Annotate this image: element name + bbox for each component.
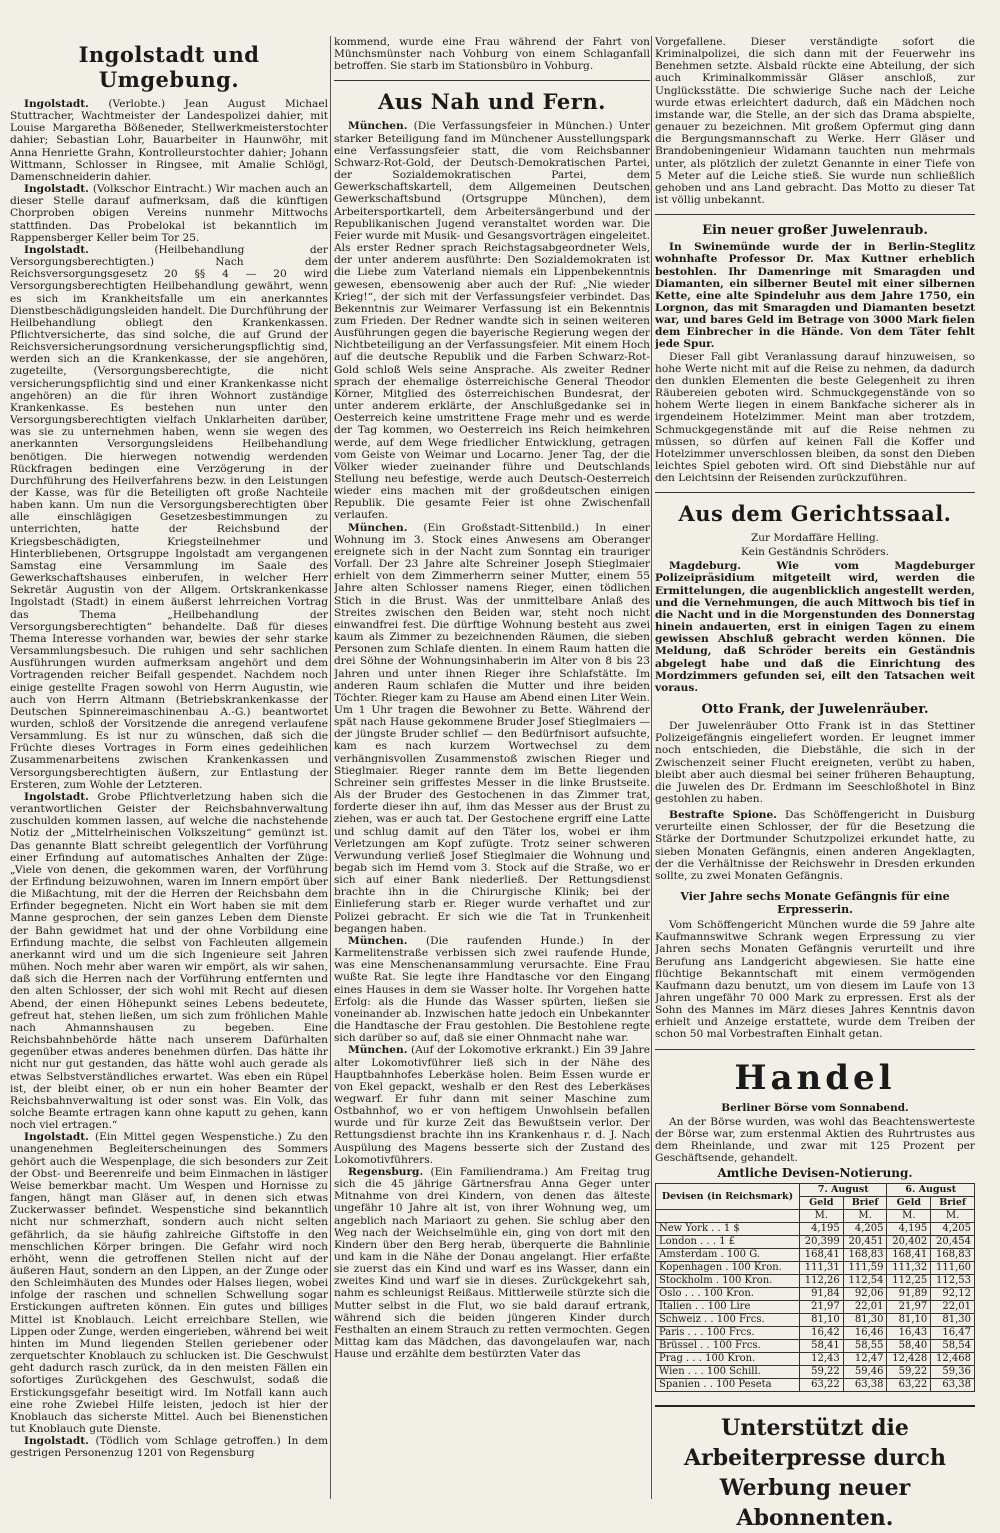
spy-article: [655, 809, 975, 882]
article: [10, 183, 328, 244]
article: [334, 522, 650, 935]
rate-cell: 59,22: [799, 1366, 843, 1379]
article: [334, 1044, 650, 1166]
article-lead: Ingolstadt.: [24, 1435, 89, 1448]
column-middle: [334, 36, 650, 1499]
currency-name: Oslo . . . 100 Kron.: [656, 1288, 800, 1301]
rate-cell: 21,97: [799, 1301, 843, 1314]
rate-cell: 63,22: [799, 1379, 843, 1392]
article-lead: Ingolstadt.: [24, 98, 89, 110]
divider: [334, 80, 650, 81]
table-geld: Geld: [887, 1197, 931, 1210]
article-lead: München.: [348, 521, 408, 534]
article-text: (Verlobte.) Jean August Michael Stuttracher, Wachtmeister der Landespolizei dahier, mit Louise Margaretha Bößeneder, Stellwerkmeisterstochter dahier; Sebastian Lohr, Bauarbeiter in Haunwöhr, mit Anna Henriette Grahn, Kontrolleurstochter dahier; Johann Wittmann, Schlosser in Ringsee, mit Amalie Schlögl, Damenschneiderin dahier.: [10, 98, 328, 183]
court-text: Magdeburg. Wie vom Magdeburger Polizeipräsidium mitgeteilt wird, werden die Ermittelungen, die augenblicklich angestellt werden, und die Vernehmungen, die auch Mittwoch bis tief in die Nacht und in die Morgenstunden des Donnerstag hinein andauerten, erst in einigen Tagen zu einem gewissen Abschluß gebracht werden können. Die Meldung, daß Schröder bereits ein Geständnis abgelegt habe und daß die Einrichtung des Mordzimmers gefunden sei, eilt den Tatsachen weit voraus.: [655, 560, 975, 694]
jewel-heading: Ein neuer großer Juwelenraub.: [702, 223, 928, 239]
extort-heading: Vier Jahre sechs Monate Gefängnis für eine Erpresserin.: [680, 890, 950, 917]
rate-cell: 91,84: [799, 1288, 843, 1301]
currency-name: Paris . . . 100 Frcs.: [656, 1327, 800, 1340]
table-unit-row: [656, 1210, 975, 1223]
continued-text: kommend, wurde eine Frau während der Fahrt von Münchsmünster nach Vohburg von einem Schlaganfall betroffen. Sie starb im Stationsbüro in Vohburg.: [334, 36, 650, 73]
table-date-2: 6. August: [887, 1184, 975, 1197]
article: [10, 1435, 328, 1459]
subscription-appeal: [655, 1405, 975, 1531]
article-text: (Volkschor Eintracht.) Wir machen auch an dieser Stelle darauf aufmerksam, daß die künftigen Chorproben obigen Vereins nunmehr Mittwochs stattfinden. Das Probelokal ist bekanntlich im Rappensberger Keller beim Tor 25.: [10, 183, 328, 244]
table-unit: M.: [931, 1210, 975, 1223]
article: [10, 244, 328, 791]
currency-name: Amsterdam . 100 G.: [656, 1249, 800, 1262]
court-subheading: Zur Mordaffäre Helling.: [750, 532, 880, 545]
rate-cell: 111,32: [887, 1262, 931, 1275]
rate-cell: 63,38: [931, 1379, 975, 1392]
rate-cell: 4,205: [931, 1223, 975, 1236]
rate-cell: 112,53: [931, 1275, 975, 1288]
article: [334, 120, 650, 521]
currency-name: Italien . . 100 Lire: [656, 1301, 800, 1314]
frank-heading: Otto Frank, der Juwelenräuber.: [701, 702, 929, 718]
table-row: [656, 1223, 975, 1236]
rate-cell: 91,89: [887, 1288, 931, 1301]
currency-name: Brüssel . . 100 Frcs.: [656, 1340, 800, 1353]
rate-cell: 112,26: [799, 1275, 843, 1288]
article: [10, 98, 328, 183]
appeal-line-2: Werbung neuer Abonnenten.: [719, 1475, 911, 1531]
article-lead: Ingolstadt.: [24, 1131, 89, 1144]
currency-name: Spanien . . 100 Peseta: [656, 1379, 800, 1392]
rate-cell: 112,54: [843, 1275, 887, 1288]
section-heading-ingolstadt: Ingolstadt und Umgebung.: [78, 42, 260, 92]
article-text: (Die raufenden Hunde.) In der Karmelitenstraße verbissen sich zwei raufende Hunde, was eine Menschenansammlung verursachte. Eine Frau wußte Rat. Sie legte ihre Handtasche vor den Eingang eines Hauses in dem sie Wasser holte. Ihr Vorgehen hatte Erfolg: als die Hunde das Wasser spürten, ließen sie voneinander ab. Inzwischen hatte jedoch ein Unbekannter die Handtasche der Frau gestohlen. Die Bestohlene regte sich darüber so auf, daß sie einer Ohnmacht nahe war.: [334, 934, 650, 1045]
rate-cell: 63,38: [843, 1379, 887, 1392]
rate-cell: 59,46: [843, 1366, 887, 1379]
table-brief: Brief: [843, 1197, 887, 1210]
rate-cell: 21,97: [887, 1301, 931, 1314]
appeal-line-1: Unterstützt die Arbeiterpresse durch: [684, 1415, 946, 1471]
rate-cell: 168,83: [843, 1249, 887, 1262]
article-list: [10, 98, 328, 1460]
article-lead: München.: [348, 1044, 408, 1057]
rate-cell: 168,83: [931, 1249, 975, 1262]
table-cell: [656, 1210, 800, 1223]
rate-cell: 22,01: [843, 1301, 887, 1314]
court-subheading-2: Kein Geständnis Schröders.: [741, 546, 889, 559]
table-body: [656, 1210, 975, 1392]
table-row: [656, 1249, 975, 1262]
table-brief: Brief: [931, 1197, 975, 1210]
jewel-lead: In Swinemünde wurde der in Berlin-Steglitz wohnhafte Professor Dr. Max Kuttner erheblich bestohlen. Ihr Damenringe mit Smaragden und Diamanten, ein silberner Beutel mit einer silbernen Kette, eine alte Spindeluhr aus dem Jahre 1750, ein Lorgnon, das mit Smaragden und Diamanten besetzt war, und bares Geld im Betrage von 3000 Mark fielen dem Einbrecher in die Hände. Von dem Täter fehlt jede Spur.: [655, 241, 975, 351]
table-geld: Geld: [799, 1197, 843, 1210]
rate-cell: 12,47: [843, 1353, 887, 1366]
section-heading-handel: Handel: [734, 1057, 896, 1098]
article: [334, 935, 650, 1044]
table-row: [656, 1314, 975, 1327]
article-text: (Ein Großstadt-Sittenbild.) In einer Wohnung im 3. Stock eines Anwesens am Oberanger ereignete sich in der Nacht zum Sonntag ein trauriger Vorfall. Der 23 Jahre alte Schreiner Joseph Stieglmaier erhielt von dem Zimmerherrn seiner Mutter, einem 55 Jahre alten Schlosser namens Rieger, einen tödlichen Stich in die Brust. Was der unmittelbare Anlaß des Streites zwischen den Beiden war, steht noch nicht einwandfrei fest. Die dürftige Wohnung besteht aus zwei kaum als Zimmer zu bezeichnenden Räumen, die sieben Personen zum Schlafe dienten. In einem Raum hatten die drei Söhne der Wohnungsinhaberin im Alter von 8 bis 23 Jahren und unter ihnen Rieger ihre Schlafstätte. Im anderen Raum schlafen die Mutter und ihre beiden Töchter. Rieger kam zu Hause am Abend einen Liter Wein. Um 1 Uhr tragen die Bewohner zu Bette. Während der spät nach Hause gekommene Bruder Josef Stieglmaiers — der jüngste Bruder schlief — den Bedürfnisort aufsuchte, kam es nach kurzem Wortwechsel zu dem verhängnisvollen Zusammenstoß zwischen Rieger und Stieglmaier. Rieger rannte dem im Bette liegenden Schreiner sein griffestes Messer in die linke Brustseite. Als der Bruder des Gestochenen in das Zimmer trat, forderte dieser ihn auf, ihm das Messer aus der Brust zu ziehen, was er auch tat. Der Gestochene ergriff eine Latte und schlug damit auf den Täter los, wobei er ihm Verletzungen am Kopf zufügte. Trotz seiner schweren Verwundung verließ Josef Stieglmaier die Wohnung und begab sich im Hemd vom 3. Stock auf die Straße, wo er sich auf einer Bank niederließ. Der Rettungsdienst brachte ihn in die Chirurgische Klinik; bei der Einlieferung starb er. Rieger wurde verhaftet und zur Polizei gebracht. Er sich wie die Tat in Trunkenheit begangen haben.: [334, 521, 650, 935]
divider: [655, 492, 975, 493]
article: [10, 791, 328, 1131]
rate-cell: 16,43: [887, 1327, 931, 1340]
rate-cell: 22,01: [931, 1301, 975, 1314]
section-heading-nah-und-fern: Aus Nah und Fern.: [378, 89, 606, 115]
currency-name: Prag . . . 100 Kron.: [656, 1353, 800, 1366]
bourse-text: An der Börse wurden, was wohl das Beachtenswerteste der Börse war, zum erstenmal Aktien des Ruhrtrustes aus dem Rheinlande, und zwar mit 125 Prozent per Geschäftsende, gehandelt.: [655, 1115, 975, 1165]
rate-cell: 92,06: [843, 1288, 887, 1301]
rate-cell: 112,25: [887, 1275, 931, 1288]
article-text: (Heilbehandlung der Versorgungsberechtigten.) Nach dem Reichsversorgungsgesetz 20 §§ 4 — 20 wird Versorgungsberechtigten Heilbehandlung gewährt, wenn es sich im Krankheitsfalle um ein anerkanntes Dienstbeschädigungsleiden handelt. Die Durchführung der Heilbehandlung obliegt den Krankenkassen. Pflichtversicherte, das sind solche, die auf Grund der Reichsversicherungsordnung versicherungspflichtig sind, werden sich an die Krankenkasse, der sie angehören, zugeteilte, (Versorgungsberechtigte, die nicht versicherungspflichtig sind und einer Krankenkasse nicht angehören) an die für ihren Wohnort zuständige Krankenkasse. Es bestehen nun unter den Versorgungsberechtigten vielfach Unklarheiten darüber, was sie zu unternehmen haben, wenn sie wegen des anerkannten Versorgungsleidens Heilbehandlung benötigen. Die hierwegen notwendig werdenden Rückfragen bedingen eine Verzögerung in der Durchführung des Heilverfahrens bezw. in den Leistungen der Kasse, was für die Beteiligten oft große Nachteile haben kann. Um nun die Versorgungsberechtigten über alle einschlägigen Gesetzesbestimmungen zu unterrichten, hatte der Reichsbund der Kriegsbeschädigten, Kriegsteilnehmer und Hinterbliebenen, Ortsgruppe Ingolstadt am vergangenen Samstag eine Versammlung im Saale des Gewerkschaftshauses einberufen, in welcher Herr Sekretär Augustin von der Allgem. Ortskrankenkasse Ingolstadt (Stadt) in einem äußerst lehrreichen Vortrag das Thema „Heilbehandlung der Versorgungsberechtigten“ behandelte. Daß für dieses Thema Interesse vorhanden war, bewies der sehr starke Versammlungsbesuch. Die ruhigen und sehr sachlichen Ausführungen wurden aufmerksam angehört und dem Vortragenden reicher Beifall gespendet. Nachdem noch einige gestellte Fragen sowohl von Herrn Augustin, wie auch von Herrn Altmann (Betriebskrankenkasse der Deutschen Spinnereimaschinenbau A.-G.) beantwortet wurden, schloß der Vorsitzende die anregend verlaufene Versammlung. Es ist nur zu wünschen, daß sich die Früchte dieses Vortrages in Form eines gedeihlichen Zusammenarbeitens zwischen Krankenkassen und Versorgungsberechtigten äußern, zur Entlastung der Ersteren, zum Wohle der Letzteren.: [10, 243, 328, 791]
rate-cell: 168,41: [799, 1249, 843, 1262]
rate-cell: 81,10: [887, 1314, 931, 1327]
rate-cell: 59,22: [887, 1366, 931, 1379]
rate-cell: 20,454: [931, 1236, 975, 1249]
continued-text: Vorgefallene. Dieser verständigte sofort die Kriminalpolizei, die sich dann mit der Feuerwehr ins Benehmen setzte. Alsbald rückte eine Abteilung, der sich auch Kriminalkommissär Gläser anschloß, zur Unglücksstätte. Die schwierige Suche nach der Leiche wurde etwas erleichtert dadurch, daß ein Mädchen noch imstande war, die Stelle, an der sich das Drama abspielte, genauer zu bezeichnen. Mit großem Opfermut ging dann die Bergungsmannschaft zu Werke. Herr Gläser und Brandobeningenieur Widamann tauchten nun mehrmals unter, als plötzlich der zuletzt Genannte in einer Tiefe von 5 Meter auf die Leiche stieß. Sie wurde nun schließlich gehoben und ans Land gebracht. Das Motto zu dieser Tat ist völlig unbekannt.: [655, 36, 975, 207]
currency-name: New York . . 1 $: [656, 1223, 800, 1236]
table-row: [656, 1340, 975, 1353]
currency-name: Kopenhagen . 100 Kron.: [656, 1262, 800, 1275]
table-row: [656, 1301, 975, 1314]
rate-cell: 111,59: [843, 1262, 887, 1275]
currency-name: Stockholm . 100 Kron.: [656, 1275, 800, 1288]
rate-cell: 12,43: [799, 1353, 843, 1366]
column-rule: [330, 36, 331, 1499]
article-lead: München.: [348, 934, 408, 947]
column-rule: [651, 36, 652, 1499]
rate-cell: 59,36: [931, 1366, 975, 1379]
article-lead: Ingolstadt.: [24, 183, 89, 196]
article-text: (Auf der Lokomotive erkrankt.) Ein 39 Jahre alter Lokomotivführer ließ sich in der Nähe des Hauptbahnhofes Leberkäse holen. Beim Essen wurde er von Ekel gepackt, weshalb er den Rest des Leberkäses wegwarf. Er fuhr dann mit seiner Maschine zum Ostbahnhof, wo er von heftigem Unwohlsein befallen wurde und für kurze Zeit das Bewußtsein verlor. Der Rettungsdienst brachte ihn ins Krankenhaus r. d. J. Nach Auspülung des Magens besserte sich der Zustand des Lokomotivführers.: [334, 1044, 650, 1166]
table-heading: Amtliche Devisen-Notierung.: [717, 1166, 913, 1181]
table-unit: M.: [843, 1210, 887, 1223]
divider: [655, 1049, 975, 1050]
rate-cell: 92,12: [931, 1288, 975, 1301]
rate-cell: 16,42: [799, 1327, 843, 1340]
article-text: (Die Verfassungsfeier in München.) Unter starker Beteiligung fand im Münchener Ausstellungspark eine Verfassungsfeier statt, die vom Reichsbanner Schwarz-Rot-Gold, der Deutsch-Demokratischen Partei, der Sozialdemokratischen Partei, dem Gewerkschaftskartell, dem Allgemeinen Deutschen Gewerkschaftsbund (Ortsgruppe München), dem Arbeitersportkartell, dem Arbeitersängerbund und der Republikanischen Jugend veranstaltet worden war. Die Feier wurde mit Musik- und Gesangsvorträgen eingeleitet. Als erster Redner sprach Reichstagsabgeordneter Wels, der unter anderem ausführte: Den Sozialdemokraten ist die Liebe zum Vaterland niemals ein Lippenbekenntnis gewesen, ebensowenig aber auch der Ruf: „Nie wieder Krieg!“, der sich mit der Verfassungsfeier verbindet. Das Bekenntnis zur Weimarer Verfassung ist ein Bekenntnis zum Frieden. Der Redner wandte sich in seinen weiteren Ausführungen gegen die bayerische Regierung wegen der Nichtbeteiligung an der Verfassungsfeier. Mit einem Hoch auf die deutsche Republik und die Farben Schwarz-Rot-Gold schloß Wels seine Ansprache. Als zweiter Redner sprach der ehemalige österreichische General Theodor Körner, Mitglied des österreichischen Bundesrat, der unter anderem erklärte, der Anschlußgedanke sei in Oesterreich keine umstrittene Frage mehr und es werde der Tag kommen, wo Oesterreich ins Reich heimkehren werde, auf dem Wege friedlicher Entwicklung, getragen vom Geiste von Weimar und Locarno. Jener Tag, der die Völker wieder zueinander führe und Deutschlands Stellung neu befestige, werde auch Deutsch-Oesterreich wieder eins machen mit der großdeutschen einigen Republik. Die gesamte Feier ist ohne Zwischenfall verlaufen.: [334, 120, 650, 522]
table-row: [656, 1288, 975, 1301]
rate-cell: 58,55: [843, 1340, 887, 1353]
bourse-heading: Berliner Börse vom Sonnabend.: [721, 1101, 909, 1114]
article-text: Grobe Pflichtverletzung haben sich die verantwortlichen Geister der Reichsbahnverwaltung zuschulden kommen lassen, auf welche die nachstehende Notiz der „Mittelrheinischen Volkszeitung“ gemünzt ist. Das genannte Blatt schreibt gelegentlich der Vorführung einer Erfindung auf automatisches Anhalten der Züge: „Viele von denen, die gekommen waren, der Vorführung der Erfindung beizuwohnen, waren im Innern empört über die Mißachtung, mit der die Herren der Reichsbahn dem Erfinder begegneten. Nicht ein Wort haben sie mit dem Manne gesprochen, der sein ganzes Leben dem Dienste der Bahn gewidmet hat und der ohne Vorbildung eine Erfindung machte, die selbst von Fachleuten allgemein anerkannt wird und um die sich Ingenieure seit Jahren mühen. Noch mehr aber waren wir empört, als wir sahen, daß sich die Herren nach der Vorführung entfernten und den alten Schlosser, der sich wohl mit Recht auf diesen Abend, der einen Höhepunkt seines Lebens bedeutete, gefreut hat, stehen ließen, um sich zum fröhlichen Mahle nach Ahmannshausen zu begeben. Eine Reichsbahnbehörde hätte nach unserem Dafürhalten gegenüber etwas anderes benehmen dürfen. Das hätte ihr nicht nur gut gestanden, das hätte wohl auch gerade als etwas Selbstverständliches erwartet. Was eben ein Rüpel ist, der bleibt einer, ob er nun ein hoher Beamter der Reichsbahnverwaltung ist oder sonst was. Ein Volk, das solche Beamte ertragen kann ohne kaputt zu gehen, kann noch viel ertragen.“: [10, 790, 328, 1132]
spy-lead: Bestrafte Spione.: [669, 809, 777, 822]
currency-name: Schweiz . . 100 Frcs.: [656, 1314, 800, 1327]
rate-cell: 12,428: [887, 1353, 931, 1366]
table-row: [656, 1327, 975, 1340]
table-row: [656, 1366, 975, 1379]
rate-cell: 63,22: [887, 1379, 931, 1392]
rate-cell: 16,46: [843, 1327, 887, 1340]
column-left: [10, 36, 328, 1499]
article: [334, 1166, 650, 1361]
table-row: [656, 1379, 975, 1392]
rate-cell: 20,402: [887, 1236, 931, 1249]
table-row: [656, 1262, 975, 1275]
article-text: (Ein Familiendrama.) Am Freitag trug sich die 45 jährige Gärtnersfrau Anna Geger unter Mitnahme von drei Kindern, von denen das älteste ungefähr 10 Jahre alt ist, von ihrer Wohnung weg, um angeblich nach Mariaort zu gehen. Sie schlug aber den Weg nach der Weichselmühle ein, ging von dort mit den Kindern über den Berg herab, überquerte die Bahnlinie und kam in die Nähe der Donau angelangt. Hier erfaßte sie zuerst das ein Kind und warf es ins Wasser, dann ein zweites Kind und warf sie in dieses. Zurückgekehrt sah, nahm es schleunigst Reißaus. Mittlerweile stürzte sich die Mutter selbst in die Flut, wo sie bald darauf ertrank, während sich die beiden jüngeren Kinder durch Festhalten an einem Strauch zu retten vermochten. Gegen Mittag kam das Mädchen, das davongelaufen war, nach Hause und erzählte dem bestürzten Vater das: [334, 1165, 650, 1361]
rate-cell: 81,30: [931, 1314, 975, 1327]
rate-cell: 111,60: [931, 1262, 975, 1275]
table-row: [656, 1236, 975, 1249]
currency-name: Wien . . . 100 Schill.: [656, 1366, 800, 1379]
frank-text: Der Juwelenräuber Otto Frank ist in das Stettiner Polizeigefängnis eingeliefert worden. Er leugnet immer noch entschieden, die Diebstähle, die sich in der Zwischenzeit seiner Flucht ereigneten, verübt zu haben, bleibt aber auch diesmal bei seiner früheren Behauptung, die Juwelen des Dr. Erdmann im Seeschloßhotel in Binz gestohlen zu haben.: [655, 720, 975, 805]
rate-cell: 81,10: [799, 1314, 843, 1327]
divider: [655, 214, 975, 215]
rate-cell: 12,468: [931, 1353, 975, 1366]
spy-text: Das Schöffengericht in Duisburg verurteilte einen Schlosser, der für die Besetzung die Stärke der Dortmunder Schutzpolizei erkundet hatte, zu sieben Monaten Gefängnis, einen anderen Angeklagten, der die Verhältnisse der Reichswehr in Dresden erkunden sollte, zu zwei Monaten Gefängnis.: [655, 809, 975, 882]
rate-cell: 111,31: [799, 1262, 843, 1275]
table-unit: M.: [799, 1210, 843, 1223]
article-lead: Regensburg.: [348, 1165, 424, 1178]
rate-cell: 81,30: [843, 1314, 887, 1327]
rate-cell: 20,399: [799, 1236, 843, 1249]
table-row: [656, 1353, 975, 1366]
column-right: [655, 36, 975, 1399]
rate-cell: 58,54: [931, 1340, 975, 1353]
article-text: (Tödlich vom Schlage getroffen.) In dem gestrigen Personenzug 1201 von Regensburg: [10, 1435, 328, 1460]
article-text: (Ein Mittel gegen Wespenstiche.) Zu den unangenehmen Begleiterscheinungen des Sommers gehört auch die Wespenplage, die sich besonders zur Zeit der Obst- und Beerenreife und beim Einmachen in lästiger Weise bemerkbar macht. Um Wespen und Hornisse zu fangen, hängt man Gläser auf, in denen sich etwas Zuckerwasser befindet. Wespenstiche sind bekanntlich nicht nur schmerzhaft, sondern auch nicht selten gefährlich, da sie häufig zahlreiche Giftstoffe in den menschlichen Körper bringen. Die Gefahr wird noch erhöht, wenn die getroffenen Stellen nicht auf der äußeren Haut, sondern an den Lippen, an der Zunge oder den Schleimhäuten des Mundes oder Halses liegen, wobei infolge der raschen und schnellen Schwellung sogar Erstickungen auftreten können. Ein gutes und billiges Mittel ist Knoblauch. Leicht erreichbare Stellen, wie Lippen oder Zunge, werden eingerieben, während bei weit hinten im Mund liegenden Stellen geriebener oder zerquetschter Knoblauch zu schlucken ist. Die Geschwulst geht dadurch rasch zurück, da in den meisten Fällen ein sofortiges Zurückgehen des Geschwulst, sodaß die Erstickungsgefahr beseitigt wird. Im Notfall kann auch eine rohe Zwiebel Hilfe leisten, jedoch ist hier der Knoblauch das sicherste Mittel. Auch bei Bienenstichen tut Knoblauch gute Dienste.: [10, 1131, 328, 1436]
rate-cell: 58,41: [799, 1340, 843, 1353]
jewel-text: Dieser Fall gibt Veranlassung darauf hinzuweisen, so hohe Werte nicht mit auf die Reise zu nehmen, da dadurch den dunklen Elementen die beste Gelegenheit zu ihren Räubereien geboten wird. Schmuckgegenstände von so hohem Werte liegen in einem Bankfache sicherer als in irgendeinem Hotelzimmer. Meint man aber trotzdem, Schmuckgegenstände mit auf die Reise nehmen zu müssen, so dürfen auf keinen Fall die Koffer und Hotelzimmer unverschlossen bleiben, da sonst den Dieben leichtes Spiel geboten wird. Oft sind Diebstähle nur auf den Leichtsinn der Reisenden zurückzuführen.: [655, 350, 975, 485]
article: [10, 1131, 328, 1435]
article-lead: Ingolstadt.: [24, 790, 89, 803]
table-unit: M.: [887, 1210, 931, 1223]
rate-cell: 4,205: [843, 1223, 887, 1236]
article-lead: Ingolstadt.: [24, 243, 89, 256]
rate-cell: 58,40: [887, 1340, 931, 1353]
rate-cell: 16,47: [931, 1327, 975, 1340]
table-date-1: 7. August: [799, 1184, 887, 1197]
section-heading-gerichtssaal: Aus dem Gerichtssaal.: [678, 501, 952, 527]
exchange-rate-table: [655, 1183, 975, 1392]
rate-cell: 4,195: [799, 1223, 843, 1236]
currency-name: London . . . 1 £: [656, 1236, 800, 1249]
article-list: [334, 120, 650, 1360]
extort-text: Vom Schöffengericht München wurde die 59 Jahre alte Kaufmannswitwe Schrank wegen Erpressung zu vier Jahren sechs Monaten Gefängnis verurteilt und ihre Berufung ans Landgericht abgewiesen. Sie hatte eine flüchtige Bekanntschaft mit einem vermögenden Kaufmann dazu benutzt, um von diesem im Laufe von 13 Jahren ungefähr 70 000 Mark zu erpressen. Erst als der Sohn des Mannes im März dieses Jahres Kenntnis davon erhielt und Anzeige erstattete, wurde dem Treiben der schon 50 mal Vorbestraften Einhalt getan.: [655, 919, 975, 1041]
table-row: [656, 1275, 975, 1288]
rate-cell: 4,195: [887, 1223, 931, 1236]
rate-cell: 168,41: [887, 1249, 931, 1262]
article-lead: München.: [348, 120, 408, 133]
rate-cell: 20,451: [843, 1236, 887, 1249]
table-col-head: Devisen (in Reichsmark): [656, 1184, 800, 1210]
